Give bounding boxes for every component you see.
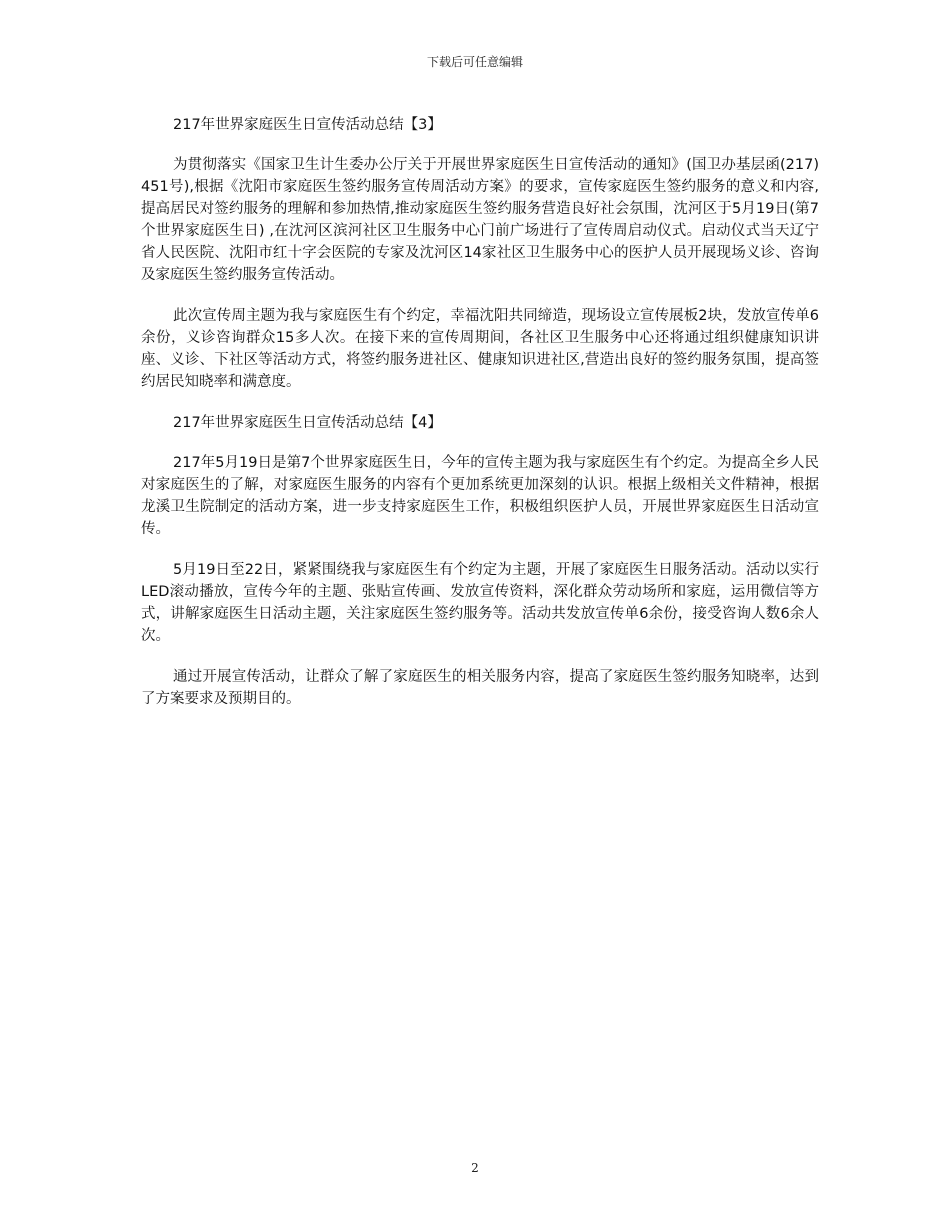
- paragraph-5: 通过开展宣传活动，让群众了解了家庭医生的相关服务内容，提高了家庭医生签约服务知晓率，达到了方案要求及预期目的。: [141, 669, 819, 707]
- paragraph-2: 此次宣传周主题为我与家庭医生有个约定，幸福沈阳共同缔造，现场设立宣传展板2块，发放宣传单6余份，义诊咨询群众15多人次。在接下来的宣传周期间，各社区卫生服务中心还将通过组织健康知识讲座、义诊、下社区等活动方式，将签约服务进社区、健康知识进社区,营造出良好的签约服务氛围，提高签约居民知晓率和满意度。: [141, 308, 819, 390]
- paragraph-4: 5月19日至22日，紧紧围绕我与家庭医生有个约定为主题，开展了家庭医生日服务活动。活动以实行LED滚动播放，宣传今年的主题、张贴宣传画、发放宣传资料，深化群众劳动场所和家庭，运用微信等方式，讲解家庭医生日活动主题，关注家庭医生签约服务等。活动共发放宣传单6余份，接受咨询人数6余人次。: [141, 562, 819, 644]
- page-header: 下载后可任意编辑: [426, 55, 523, 69]
- document-body: [141, 114, 819, 729]
- section-heading-4: 217年世界家庭医生日宣传活动总结【4】: [173, 415, 442, 431]
- paragraph-3: 217年5月19日是第7个世界家庭医生日，今年的宣传主题为我与家庭医生有个约定。为提高全乡人民对家庭医生的了解，对家庭医生服务的内容有个更加系统更加深刻的认识。根据上级相关文件精神，根据龙溪卫生院制定的活动方案，进一步支持家庭医生工作，积极组织医护人员，开展世界家庭医生日活动宣传。: [141, 455, 819, 537]
- paragraph-1: 为贯彻落实《国家卫生计生委办公厅关于开展世界家庭医生日宣传活动的通知》(国卫办基层函(217)451号),根据《沈阳市家庭医生签约服务宣传周活动方案》的要求，宣传家庭医生签约服务的意义和内容,提高居民对签约服务的理解和参加热情,推动家庭医生签约服务营造良好社会氛围，沈河区于5月19日(第7个世界家庭医生日) ,在沈河区滨河社区卫生服务中心门前广场进行了宣传周启动仪式。启动仪式当天辽宁省人民医院、沈阳市红十字会医院的专家及沈河区14家社区卫生服务中心的医护人员开展现场义诊、咨询及家庭医生签约服务宣传活动。: [141, 157, 819, 283]
- section-heading-3: 217年世界家庭医生日宣传活动总结【3】: [173, 117, 442, 133]
- page-number: 2: [471, 1161, 479, 1175]
